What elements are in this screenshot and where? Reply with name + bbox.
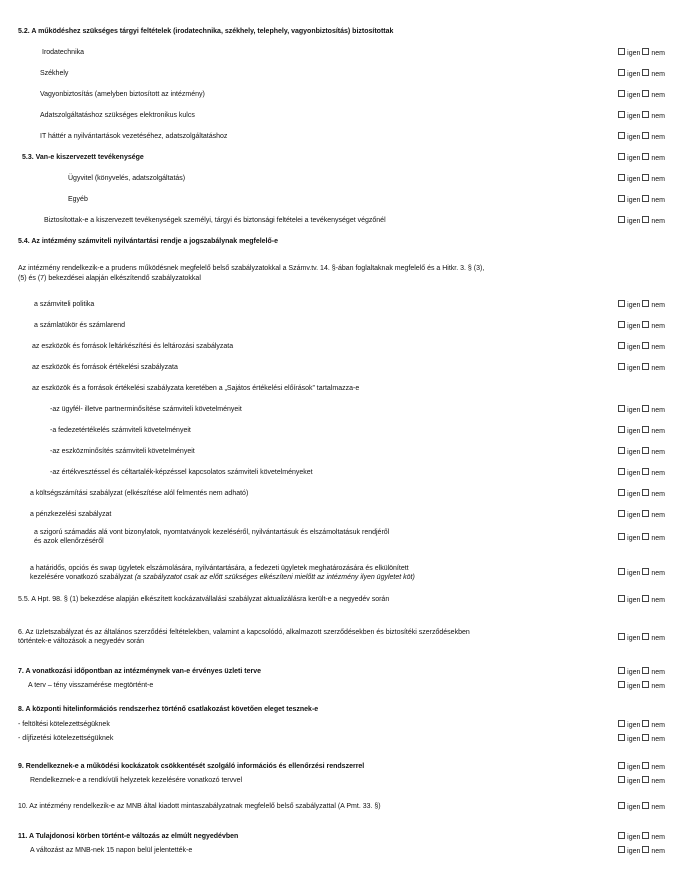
igen-label: igen: [627, 133, 641, 141]
question-label: Rendelkeznek-e a rendkívüli helyzetek kezelésére vonatkozó tervvel: [30, 777, 243, 784]
question-text: [18, 720, 110, 729]
nem-label: nem: [651, 682, 665, 690]
question-label: 9. Rendelkeznek-e a működési kockázatok csökkentését szolgáló információs és ellenőrzési rendszerrel: [18, 763, 365, 770]
igen-label: igen: [627, 322, 641, 330]
question-text: [32, 342, 233, 351]
nem-checkbox[interactable]: [642, 734, 649, 741]
nem-checkbox[interactable]: [642, 111, 649, 118]
question-label: 5.3. Van-e kiszervezett tevékenysége: [22, 154, 144, 161]
igen-label: igen: [627, 490, 641, 498]
yes-no-options: [618, 48, 667, 58]
igen-label: igen: [627, 112, 641, 120]
nem-label: nem: [651, 634, 665, 642]
question-text: [32, 363, 178, 372]
question-label: kezelésére vonatkozó szabályzat: [30, 574, 133, 581]
yes-no-options: [618, 426, 667, 436]
nem-label: nem: [651, 777, 665, 785]
question-text: [34, 537, 104, 546]
question-label: az eszközök és források leltárkészítési és leltározási szabályzata: [32, 343, 234, 350]
question-text: [50, 405, 242, 414]
question-label: 8. A központi hitelinformációs rendszerhez történő csatlakozást követően eleget tesznek-e: [18, 706, 319, 713]
question-label: 10. Az intézmény rendelkezik-e az MNB által kiadott mintaszabályzatnak megfelelő belső szabályzattal (A Pmt. 33. §): [18, 803, 381, 810]
nem-label: nem: [651, 469, 665, 477]
igen-label: igen: [627, 569, 641, 577]
yes-no-options: [618, 216, 667, 226]
nem-checkbox[interactable]: [642, 802, 649, 809]
nem-checkbox[interactable]: [642, 633, 649, 640]
nem-checkbox[interactable]: [642, 667, 649, 674]
nem-label: nem: [651, 364, 665, 372]
question-text: [50, 447, 195, 456]
nem-checkbox[interactable]: [642, 426, 649, 433]
nem-checkbox[interactable]: [642, 153, 649, 160]
nem-checkbox[interactable]: [642, 510, 649, 517]
igen-label: igen: [627, 49, 641, 57]
question-text: [18, 264, 484, 273]
question-label: (5) és (7) bekezdései alapján elkészítendő szabályzatokkal: [18, 275, 201, 282]
yes-no-options: [618, 90, 667, 100]
nem-checkbox[interactable]: [642, 69, 649, 76]
question-text: [30, 489, 248, 498]
igen-label: igen: [627, 847, 641, 855]
question-label: a számviteli politika: [34, 301, 95, 308]
igen-label: igen: [627, 364, 641, 372]
question-text: [42, 48, 84, 57]
igen-checkbox[interactable]: [618, 405, 625, 412]
question-label: az eszközök és források értékelési szabályzata: [32, 364, 178, 371]
question-text: [30, 510, 111, 519]
yes-no-options: [618, 489, 667, 499]
igen-checkbox[interactable]: [618, 363, 625, 370]
nem-checkbox[interactable]: [642, 762, 649, 769]
question-label: IT háttér a nyilvántartások vezetéséhez, adatszolgáltatáshoz: [40, 133, 228, 140]
nem-checkbox[interactable]: [642, 832, 649, 839]
igen-checkbox[interactable]: [618, 832, 625, 839]
question-label: Ügyvitel (könyvelés, adatszolgáltatás): [68, 175, 186, 182]
nem-checkbox[interactable]: [642, 216, 649, 223]
igen-label: igen: [627, 427, 641, 435]
nem-checkbox[interactable]: [642, 300, 649, 307]
igen-label: igen: [627, 511, 641, 519]
igen-label: igen: [627, 803, 641, 811]
nem-label: nem: [651, 490, 665, 498]
nem-label: nem: [651, 343, 665, 351]
section-heading: [18, 237, 278, 246]
nem-label: nem: [651, 511, 665, 519]
question-label: 11. A Tulajdonosi körben történt-e változás az elmúlt negyedévben: [18, 833, 239, 840]
yes-no-options: [618, 174, 667, 184]
question-text: [68, 174, 185, 183]
question-label: Irodatechnika: [42, 49, 85, 56]
question-label: Egyéb: [68, 196, 88, 203]
igen-label: igen: [627, 301, 641, 309]
question-label: - feltöltési kötelezettségüknek: [18, 721, 110, 728]
yes-no-options: [618, 342, 667, 352]
question-text: [32, 384, 359, 393]
igen-label: igen: [627, 448, 641, 456]
nem-checkbox[interactable]: [642, 321, 649, 328]
question-label: -a fedezetértékelés számviteli követelményeit: [50, 427, 191, 434]
question-label: a pénzkezelési szabályzat: [30, 511, 112, 518]
igen-checkbox[interactable]: [618, 195, 625, 202]
question-label: A terv – tény visszamérése megtörtént-e: [28, 682, 154, 689]
igen-label: igen: [627, 406, 641, 414]
question-text: [30, 846, 192, 855]
igen-checkbox[interactable]: [618, 681, 625, 688]
question-label: 5.2. A működéshez szükséges tárgyi feltételek (irodatechnika, székhely, telephely, vagyonbiztosítás) biztosítottak: [18, 28, 394, 35]
yes-no-options: [618, 69, 667, 79]
question-text: [18, 595, 389, 604]
question-text: [30, 564, 409, 573]
nem-checkbox[interactable]: [642, 776, 649, 783]
igen-label: igen: [627, 668, 641, 676]
igen-label: igen: [627, 735, 641, 743]
igen-checkbox[interactable]: [618, 216, 625, 223]
yes-no-options: [618, 153, 667, 163]
igen-checkbox[interactable]: [618, 489, 625, 496]
yes-no-options: [618, 633, 667, 643]
yes-no-options: [618, 776, 667, 786]
italic-note: (a szabályzatot csak az előtt szükséges elkészíteni mielőtt az intézmény ilyen ügyletet köt): [134, 574, 415, 581]
igen-checkbox[interactable]: [618, 321, 625, 328]
nem-label: nem: [651, 70, 665, 78]
yes-no-options: [618, 595, 667, 605]
igen-checkbox[interactable]: [618, 342, 625, 349]
yes-no-options: [618, 762, 667, 772]
nem-checkbox[interactable]: [642, 363, 649, 370]
igen-checkbox[interactable]: [618, 69, 625, 76]
question-text: [18, 802, 381, 811]
nem-label: nem: [651, 112, 665, 120]
nem-label: nem: [651, 833, 665, 841]
nem-checkbox[interactable]: [642, 489, 649, 496]
nem-checkbox[interactable]: [642, 174, 649, 181]
yes-no-options: [618, 405, 667, 415]
igen-checkbox[interactable]: [618, 762, 625, 769]
question-text: [30, 776, 242, 785]
yes-no-options: [618, 667, 667, 677]
igen-checkbox[interactable]: [618, 510, 625, 517]
igen-label: igen: [627, 469, 641, 477]
nem-checkbox[interactable]: [642, 595, 649, 602]
yes-no-options: [618, 846, 667, 856]
igen-checkbox[interactable]: [618, 153, 625, 160]
section-heading: [18, 27, 393, 36]
question-label: a szigorú számadás alá vont bizonylatok, nyomtatványok kezeléséről, nyilvántartásuk és elszámoltatásuk rendjéről: [34, 529, 390, 536]
igen-checkbox[interactable]: [618, 426, 625, 433]
igen-checkbox[interactable]: [618, 802, 625, 809]
nem-label: nem: [651, 217, 665, 225]
yes-no-options: [618, 510, 667, 520]
yes-no-options: [618, 447, 667, 457]
yes-no-options: [618, 568, 667, 578]
igen-checkbox[interactable]: [618, 111, 625, 118]
yes-no-options: [618, 321, 667, 331]
question-label: -az értékvesztéssel és céltartalék-képzéssel kapcsolatos számviteli követelményeket: [50, 469, 313, 476]
question-label: 7. A vonatkozási időpontban az intézménynek van-e érvényes üzleti terve: [18, 668, 262, 675]
nem-checkbox[interactable]: [642, 195, 649, 202]
question-label: Székhely: [40, 70, 69, 77]
nem-label: nem: [651, 763, 665, 771]
question-label: történtek-e változások a negyedév során: [18, 638, 145, 645]
question-label: 5.4. Az intézmény számviteli nyilvántartási rendje a jogszabálynak megfelelő-e: [18, 238, 279, 245]
igen-label: igen: [627, 534, 641, 542]
nem-label: nem: [651, 534, 665, 542]
igen-label: igen: [627, 154, 641, 162]
question-label: az eszközök és a források értékelési szabályzata keretében a „Sajátos értékelési előírások” tartalmazza-e: [32, 385, 360, 392]
yes-no-options: [618, 681, 667, 691]
nem-checkbox[interactable]: [642, 132, 649, 139]
question-label: és azok ellenőrzéséről: [34, 538, 104, 545]
nem-checkbox[interactable]: [642, 468, 649, 475]
question-label: 5.5. A Hpt. 98. § (1) bekezdése alapján elkészített kockázatvállalási szabályzat aktualizálásra került-e a negyedév során: [18, 596, 390, 603]
nem-label: nem: [651, 91, 665, 99]
nem-label: nem: [651, 154, 665, 162]
question-label: a költségszámítási szabályzat (elkészítése alól felmentés nem adható): [30, 490, 249, 497]
nem-checkbox[interactable]: [642, 846, 649, 853]
igen-checkbox[interactable]: [618, 846, 625, 853]
yes-no-options: [618, 111, 667, 121]
section-heading: [18, 762, 364, 771]
yes-no-options: [618, 832, 667, 842]
nem-checkbox[interactable]: [642, 342, 649, 349]
nem-label: nem: [651, 596, 665, 604]
igen-checkbox[interactable]: [618, 48, 625, 55]
igen-checkbox[interactable]: [618, 595, 625, 602]
nem-label: nem: [651, 196, 665, 204]
yes-no-options: [618, 720, 667, 730]
question-text: [34, 321, 125, 330]
question-text: [40, 111, 195, 120]
question-text: [40, 132, 227, 141]
nem-checkbox[interactable]: [642, 681, 649, 688]
nem-label: nem: [651, 49, 665, 57]
yes-no-options: [618, 734, 667, 744]
nem-label: nem: [651, 847, 665, 855]
question-text: [18, 637, 144, 646]
question-text: [18, 628, 470, 637]
nem-label: nem: [651, 448, 665, 456]
igen-checkbox[interactable]: [618, 468, 625, 475]
igen-checkbox[interactable]: [618, 776, 625, 783]
nem-label: nem: [651, 301, 665, 309]
yes-no-options: [618, 363, 667, 373]
yes-no-options: [618, 468, 667, 478]
nem-label: nem: [651, 668, 665, 676]
question-label: Adatszolgáltatáshoz szükséges elektronikus kulcs: [40, 112, 195, 119]
question-label: - díjfizetési kötelezettségüknek: [18, 735, 114, 742]
nem-label: nem: [651, 735, 665, 743]
question-label: -az ügyfél- illetve partnerminősítése számviteli követelményeit: [50, 406, 242, 413]
nem-checkbox[interactable]: [642, 48, 649, 55]
question-label: Vagyonbiztosítás (amelyben biztosított az intézmény): [40, 91, 205, 98]
yes-no-options: [618, 132, 667, 142]
igen-label: igen: [627, 70, 641, 78]
nem-checkbox[interactable]: [642, 90, 649, 97]
igen-label: igen: [627, 682, 641, 690]
igen-label: igen: [627, 721, 641, 729]
nem-label: nem: [651, 133, 665, 141]
question-label: a számlatükör és számlarend: [34, 322, 126, 329]
igen-checkbox[interactable]: [618, 720, 625, 727]
igen-label: igen: [627, 833, 641, 841]
igen-checkbox[interactable]: [618, 633, 625, 640]
nem-checkbox[interactable]: [642, 568, 649, 575]
yes-no-options: [618, 533, 667, 543]
section-heading: [18, 832, 238, 841]
question-text: [34, 528, 389, 537]
question-text: [50, 426, 191, 435]
nem-checkbox[interactable]: [642, 405, 649, 412]
igen-label: igen: [627, 91, 641, 99]
igen-checkbox[interactable]: [618, 568, 625, 575]
igen-checkbox[interactable]: [618, 300, 625, 307]
nem-label: nem: [651, 569, 665, 577]
question-text: [40, 69, 68, 78]
igen-checkbox[interactable]: [618, 132, 625, 139]
question-text: [34, 300, 94, 309]
igen-label: igen: [627, 196, 641, 204]
igen-label: igen: [627, 343, 641, 351]
igen-checkbox[interactable]: [618, 447, 625, 454]
question-label: 6. Az üzletszabályzat és az általános szerződési feltételekben, valamint a kapcsolódó, alkalmazott szerződésekben és biztosítéki szerződésekben: [18, 629, 470, 636]
yes-no-options: [618, 802, 667, 812]
igen-checkbox[interactable]: [618, 174, 625, 181]
question-label: a határidős, opciós és swap ügyletek elszámolására, nyilvántartására, a fedezeti ügyletek meghatározására és elkülönített: [30, 565, 409, 572]
nem-label: nem: [651, 406, 665, 414]
nem-checkbox[interactable]: [642, 533, 649, 540]
section-heading: [22, 153, 144, 162]
question-text: [40, 90, 205, 99]
nem-checkbox[interactable]: [642, 447, 649, 454]
igen-label: igen: [627, 596, 641, 604]
nem-label: nem: [651, 427, 665, 435]
igen-label: igen: [627, 175, 641, 183]
igen-label: igen: [627, 634, 641, 642]
nem-label: nem: [651, 721, 665, 729]
question-label: Biztosítottak-e a kiszervezett tevékenységek személyi, tárgyi és biztonsági feltételei a tevékenységet végzőnél: [44, 217, 386, 224]
question-label: -az eszközminősítés számviteli követelményeit: [50, 448, 195, 455]
igen-label: igen: [627, 777, 641, 785]
igen-label: igen: [627, 217, 641, 225]
nem-label: nem: [651, 803, 665, 811]
nem-label: nem: [651, 175, 665, 183]
question-text: [30, 573, 415, 582]
section-heading: [18, 705, 318, 714]
question-label: Az intézmény rendelkezik-e a prudens működésnek megfelelő belső szabályzatokkal a Számv.tv. 14. §-ában foglaltaknak megfelelő és a Hitkr. 3. § (3),: [18, 265, 485, 272]
igen-checkbox[interactable]: [618, 90, 625, 97]
section-heading: [18, 667, 261, 676]
question-text: [50, 468, 313, 477]
question-text: [18, 734, 113, 743]
igen-label: igen: [627, 763, 641, 771]
yes-no-options: [618, 195, 667, 205]
question-text: [44, 216, 386, 225]
question-label: A változást az MNB-nek 15 napon belül jelentették-e: [30, 847, 193, 854]
igen-checkbox[interactable]: [618, 734, 625, 741]
nem-checkbox[interactable]: [642, 720, 649, 727]
question-text: [68, 195, 88, 204]
nem-label: nem: [651, 322, 665, 330]
yes-no-options: [618, 300, 667, 310]
igen-checkbox[interactable]: [618, 667, 625, 674]
question-text: [28, 681, 153, 690]
igen-checkbox[interactable]: [618, 533, 625, 540]
question-text: [18, 274, 201, 283]
